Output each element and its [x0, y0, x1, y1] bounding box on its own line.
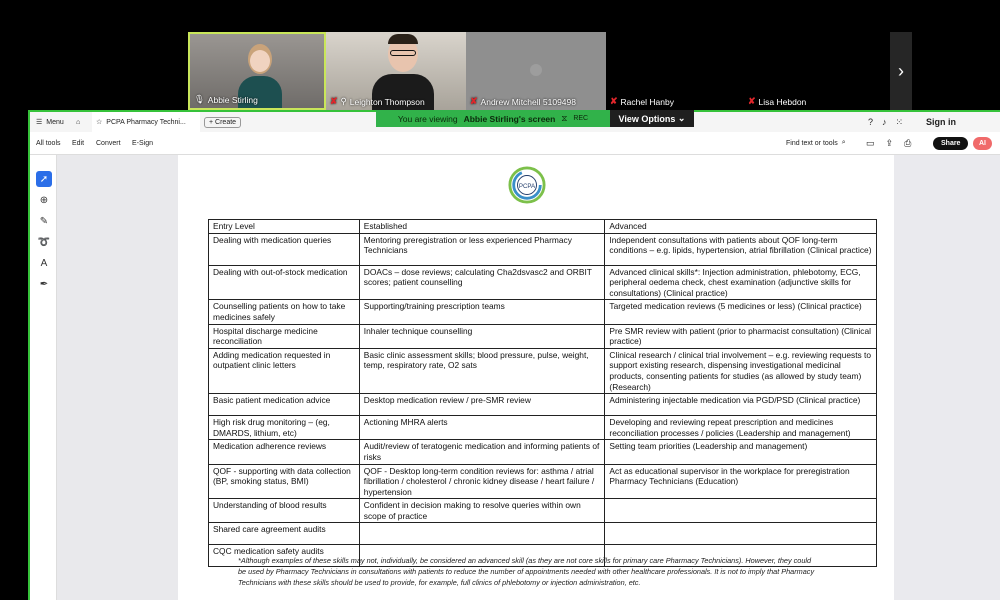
header-established: Established [359, 220, 605, 234]
shared-screen [28, 110, 1000, 600]
participant-name: ✘ Andrew Mitchell 5109498 [470, 96, 576, 107]
print-icon[interactable]: ⎙ [904, 137, 912, 148]
established-cell: DOACs – dose reviews; calculating Cha2dsvasc2 and ORBIT scores; patient counselling [359, 265, 605, 300]
entry-level-cell: Medication adherence reviews [209, 440, 360, 464]
advanced-cell: Clinical research / clinical trial involvement – e.g. reviewing requests to support existing research, dispensing investigational medicinal products, consenting patients for studies (as allowed by study team) (Research) [605, 348, 877, 393]
muted-microphone-icon: ✘ [748, 96, 756, 106]
text-box-icon[interactable]: A [40, 257, 48, 269]
help-icon[interactable]: ? [868, 117, 874, 127]
ai-assistant-button[interactable]: AI [973, 132, 992, 154]
muted-microphone-icon: ✘ [470, 96, 478, 106]
banner-prefix: You are viewing [397, 113, 458, 124]
advanced-cell: Act as educational supervisor in the workplace for preregistration Pharmacy Technicians (Education) [605, 464, 877, 499]
menu-button[interactable]: ☰ Menu [36, 118, 64, 126]
stamp-icon[interactable]: ✒ [39, 278, 49, 290]
entry-level-cell: Adding medication requested in outpatient clinic letters [209, 348, 360, 393]
table-row [209, 324, 877, 348]
advanced-cell: Independent consultations with patients about QOF long-term conditions – e.g. lipids, hypertension, atrial fibrillation (Clinical practice) [605, 233, 877, 265]
established-cell: Confident in decision making to resolve queries within own scope of practice [359, 499, 605, 523]
table-row [209, 265, 877, 300]
microphone-icon: 🎙 [194, 94, 205, 104]
established-cell: Inhaler technique counselling [359, 324, 605, 348]
menu-convert[interactable]: Convert [96, 139, 121, 147]
apps-icon[interactable]: ⁙ [895, 116, 904, 127]
menu-e-sign[interactable]: E-Sign [132, 139, 154, 147]
entry-level-cell: Dealing with out-of-stock medication [209, 265, 360, 300]
participant-name: ✘ Lisa Hebdon [748, 96, 807, 107]
zoom-icon[interactable]: ⊕ [39, 194, 49, 206]
svg-text:PCPA: PCPA [518, 182, 536, 190]
toolbar-icons [866, 132, 911, 154]
advanced-cell: Pre SMR review with patient (prior to pharmacist consultation) (Clinical practice) [605, 324, 877, 348]
chevron-right-icon: › [898, 60, 904, 81]
established-cell: QOF - Desktop long-term condition reviews for: asthma / atrial fibrillation / cholesterol / chronic kidney disease / heart failure / hypertension [359, 464, 605, 499]
skills-table [208, 219, 877, 567]
next-page-button[interactable] [890, 32, 912, 110]
search-icon: ⌕ [841, 139, 846, 146]
table-row [209, 394, 877, 416]
participant-tile[interactable] [744, 32, 884, 110]
hamburger-icon: ☰ [36, 119, 43, 126]
entry-level-cell: Counselling patients on how to take medicines safely [209, 300, 360, 324]
chevron-down-icon: ⌄ [677, 113, 686, 123]
viewer-toolbar [30, 132, 1000, 155]
plus-icon: + [209, 118, 214, 126]
create-button[interactable]: + Create [204, 112, 241, 132]
home-button[interactable] [76, 112, 80, 132]
table-row [209, 499, 877, 523]
established-cell: Basic clinic assessment skills; blood pressure, pulse, weight, temp, respiratory rate, O2 sats [359, 348, 605, 393]
established-cell: Actioning MHRA alerts [359, 416, 605, 440]
entry-level-cell: Dealing with medication queries [209, 233, 360, 265]
pin-icon: ⚲ [340, 96, 347, 106]
established-cell: Audit/review of teratogenic medication and informing patients of risks [359, 440, 605, 464]
rec-label: REC [573, 115, 589, 122]
lasso-icon[interactable]: ➰ [37, 236, 51, 248]
advanced-cell: Developing and reviewing repeat prescription and medicines reconciliation processes / policies (Leadership and management) [605, 416, 877, 440]
table-row [209, 300, 877, 324]
sign-in-button[interactable]: Sign in [926, 117, 956, 127]
pcpa-logo [508, 166, 546, 204]
advanced-cell: Advanced clinical skills*: Injection administration, phlebotomy, ECG, peripheral oedema check, chest examination (adjunctive skills for consultations) (Clinical practice) [605, 265, 877, 300]
document-tab[interactable]: ☆ PCPA Pharmacy Techni... [92, 112, 200, 132]
table-header-row [209, 220, 877, 234]
entry-level-cell: High risk drug monitoring – (eg, DMARDS, lithium, etc) [209, 416, 360, 440]
viewer-side-area [894, 155, 1000, 600]
participant-tile[interactable] [326, 32, 466, 110]
menu-edit[interactable]: Edit [72, 139, 85, 147]
table-row [209, 440, 877, 464]
established-cell: Desktop medication review / pre-SMR review [359, 394, 605, 416]
established-cell: Supporting/training prescription teams [359, 300, 605, 324]
participant-name: ✘ ⚲ Leighton Thompson [330, 96, 425, 107]
entry-level-cell: CQC medication safety audits [209, 545, 360, 567]
table-row [209, 416, 877, 440]
screen-share-banner [376, 110, 610, 127]
header-entry-level: Entry Level [209, 220, 360, 234]
bell-icon[interactable]: ♪ [882, 117, 887, 127]
menu-all-tools[interactable]: All tools [36, 139, 61, 147]
upload-icon[interactable]: ⇪ [885, 137, 894, 148]
muted-microphone-icon: ✘ [330, 96, 338, 106]
table-row [209, 523, 877, 545]
save-icon[interactable]: ▭ [866, 137, 875, 148]
banner-sharer-name: Abbie Stirling's screen [463, 113, 556, 124]
participant-tile[interactable] [466, 32, 606, 110]
established-cell: Mentoring preregistration or less experienced Pharmacy Technicians [359, 233, 605, 265]
share-button[interactable]: Share [933, 132, 968, 154]
top-right-icons [868, 112, 903, 132]
participant-gallery [0, 0, 1000, 110]
select-cursor-icon[interactable]: ➚ [36, 171, 52, 187]
header-advanced: Advanced [605, 220, 877, 234]
established-cell [359, 523, 605, 545]
muted-microphone-icon: ✘ [610, 96, 618, 106]
home-icon: ⌂ [76, 118, 81, 126]
pdf-page [178, 155, 894, 600]
tool-rail [30, 155, 57, 600]
participant-name: ✘ Rachel Hanby [610, 96, 674, 107]
table-row [209, 348, 877, 393]
star-icon: ☆ [96, 119, 103, 126]
view-options-button[interactable]: View Options ⌄ [610, 110, 694, 127]
entry-level-cell: Shared care agreement audits [209, 523, 360, 545]
participant-tile[interactable] [188, 32, 326, 110]
advanced-cell: Targeted medication reviews (5 medicines or less) (Clinical practice) [605, 300, 877, 324]
table-row [209, 233, 877, 265]
advanced-cell: Administering injectable medication via PGD/PSD (Clinical practice) [605, 394, 877, 416]
entry-level-cell: Basic patient medication advice [209, 394, 360, 416]
entry-level-cell: Understanding of blood results [209, 499, 360, 523]
participant-name: 🎙 Abbie Stirling [194, 94, 258, 105]
table-row [209, 464, 877, 499]
advanced-cell [605, 523, 877, 545]
entry-level-cell: Hospital discharge medicine reconciliation [209, 324, 360, 348]
find-text-field[interactable]: Find text or tools ⌕ [786, 139, 846, 147]
rec-icon: ⧖ [561, 113, 568, 123]
participant-tile[interactable] [606, 32, 744, 110]
footnote: *Although examples of these skills may not, individually, be considered an advanced skill (as they are not core skills for primary care Pharmacy Technicians). However, they could be used by Pharmacy Technicians in consultations with patients to reduce the number of appointments needed with other healthcare professionals. It is not to imply that Pharmacy Technicians with these skills should be used to provide, for example, full clinics of phlebotomy or injection administration, etc. [238, 556, 815, 587]
entry-level-cell: QOF - supporting with data collection (BP, smoking status, BMI) [209, 464, 360, 499]
pen-icon[interactable]: ✎ [39, 215, 49, 227]
advanced-cell [605, 499, 877, 523]
advanced-cell: Setting team priorities (Leadership and management) [605, 440, 877, 464]
